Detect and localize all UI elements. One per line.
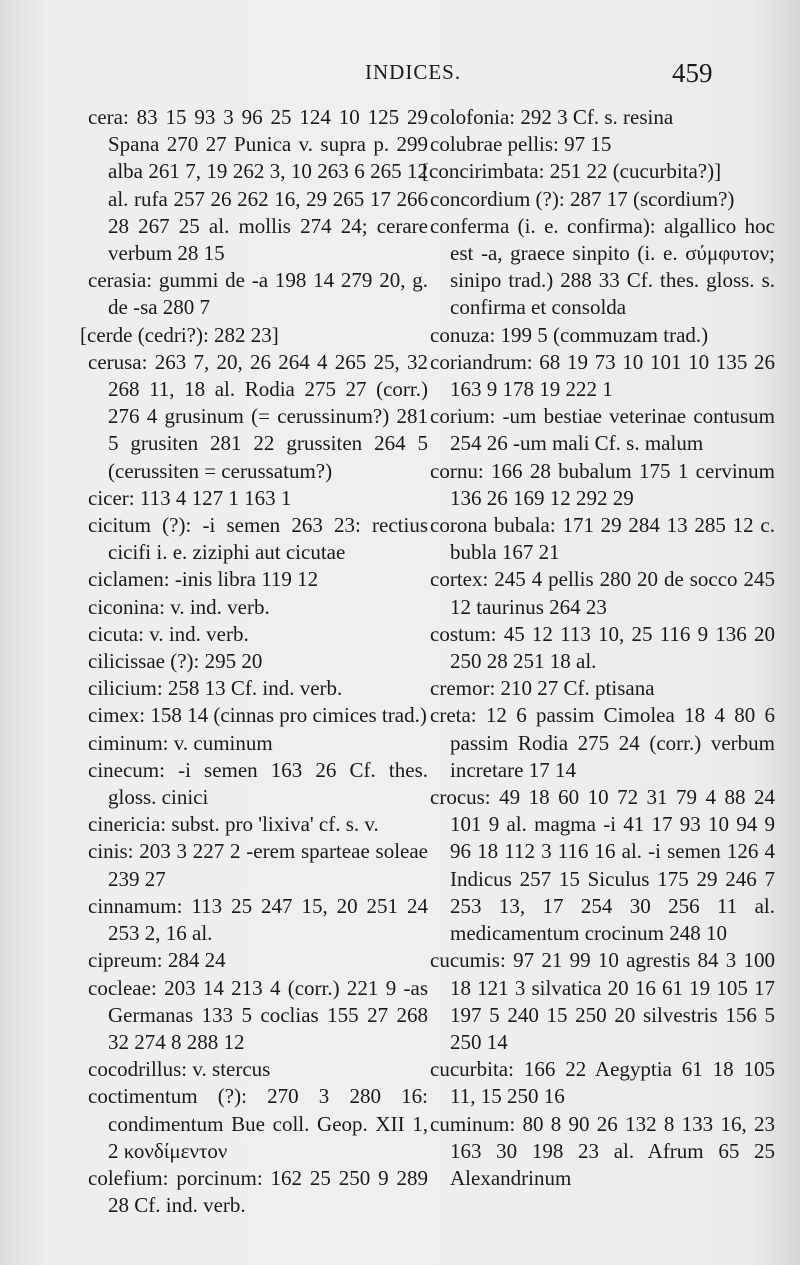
index-entry-cicuta: cicuta: v. ind. verb. bbox=[88, 621, 249, 646]
index-entry-cucumis: cucumis: 97 21 99 10 agrestis 84 3 100 18 121 3 silvatica 20 16 61 19 105 17 197 5 240 15 250 20 silvestris 156 5 250 14 bbox=[430, 948, 775, 1054]
right-column bbox=[422, 104, 775, 1192]
index-entry-colefium: colefium: porcinum: 162 25 250 9 289 28 Cf. ind. verb. bbox=[88, 1165, 428, 1218]
index-entry-conuza: conuza: 199 5 (commuzam trad.) bbox=[430, 322, 709, 347]
index-entry-colofonia: colofonia: 292 3 Cf. s. resina bbox=[430, 105, 674, 129]
index-entry-cinis: cinis: 203 3 227 2 -erem sparteae soleae 239 27 bbox=[88, 839, 428, 891]
index-entry-coctimentum: coctimentum (?): 270 3 280 16: condimentum Bue coll. Geop. XII 1, 2 κονδίμεντον bbox=[88, 1084, 428, 1163]
index-entry-cinericia: cinericia: subst. pro 'lixiva' cf. s. v. bbox=[88, 812, 379, 837]
index-entry-cilicissae: cilicissae (?): 295 20 bbox=[88, 649, 263, 674]
index-entry-concirimbata: [concirimbata: 251 22 (cucurbita?)] bbox=[422, 159, 722, 184]
index-entry-coriandrum: coriandrum: 68 19 73 10 101 10 135 26 163 9 178 19 222 1 bbox=[430, 349, 775, 402]
running-title: INDICES. bbox=[365, 60, 462, 84]
index-entry-concordium: concordium (?): 287 17 (scordium?) bbox=[430, 186, 735, 211]
index-entry-cortex: cortex: 245 4 pellis 280 20 de socco 245 12 taurinus 264 23 bbox=[430, 567, 775, 619]
index-entry-colubrae: colubrae pellis: 97 15 bbox=[430, 132, 612, 157]
index-entry-cimex: cimex: 158 14 (cinnas pro cimices trad.) bbox=[88, 703, 427, 728]
index-entry-cerasia: cerasia: gummi de -a 198 14 279 20, g. de -sa 280 7 bbox=[88, 268, 428, 320]
index-entry-cicer: cicer: 113 4 127 1 163 1 bbox=[88, 485, 292, 510]
left-column bbox=[80, 104, 428, 1219]
index-entry-cinecum: cinecum: -i semen 163 26 Cf. thes. gloss. cinici bbox=[88, 757, 428, 810]
running-head bbox=[0, 60, 800, 92]
index-entry-corium: corium: -um bestiae veterinae contusum 254 26 -um mali Cf. s. malum bbox=[430, 404, 775, 456]
index-entry-cerde: [cerde (cedri?): 282 23] bbox=[80, 322, 279, 347]
index-entry-conferma: conferma (i. e. confirma): algallico hoc est -a, graece sinpito (i. e. σύμφυτον; sinipo trad.) 288 33 Cf. thes. gloss. s. confirma et consolda bbox=[430, 213, 775, 320]
index-entry-cicitum: cicitum (?): -i semen 263 23: rectius cicifi i. e. ziziphi aut cicutae bbox=[88, 513, 428, 565]
index-entry-cera: cera: 83 15 93 3 96 25 124 10 125 29 Spana 270 27 Punica v. supra p. 299 alba 261 7, 19 262 3, 10 263 6 265 12 al. rufa 257 26 262 16, 29 265 17 266 28 267 25 al. mollis 274 24; cerare verbum 28 15 bbox=[88, 105, 428, 266]
index-entry-ciconina: ciconina: v. ind. verb. bbox=[88, 594, 270, 619]
index-entry-cremor: cremor: 210 27 Cf. ptisana bbox=[430, 676, 655, 701]
index-entry-ciminum: ciminum: v. cuminum bbox=[88, 730, 273, 755]
index-entry-corona: corona bubala: 171 29 284 13 285 12 c. bubla 167 21 bbox=[430, 513, 775, 565]
index-entry-cornu: cornu: 166 28 bubalum 175 1 cervinum 136 26 169 12 292 29 bbox=[430, 458, 775, 510]
index-entry-cuminum: cuminum: 80 8 90 26 132 8 133 16, 23 163 30 198 23 al. Afrum 65 25 Alexandrinum bbox=[430, 1111, 775, 1190]
index-entry-cocleae: cocleae: 203 14 213 4 (corr.) 221 9 -as Germanas 133 5 coclias 155 27 268 32 274 8 288 12 bbox=[88, 975, 428, 1054]
index-entry-cilicium: cilicium: 258 13 Cf. ind. verb. bbox=[88, 676, 343, 701]
index-entry-cucurbita: cucurbita: 166 22 Aegyptia 61 18 105 11, 15 250 16 bbox=[430, 1057, 775, 1109]
index-entry-cocodrillus: cocodrillus: v. stercus bbox=[88, 1057, 271, 1082]
index-entry-ciclamen: ciclamen: -inis libra 119 12 bbox=[88, 567, 319, 592]
index-entry-creta: creta: 12 6 passim Cimolea 18 4 80 6 passim Rodia 275 24 (corr.) verbum incretare 17 14 bbox=[430, 703, 775, 782]
page-number: 459 bbox=[672, 58, 713, 88]
index-entry-cerusa: cerusa: 263 7, 20, 26 264 4 265 25, 32 268 11, 18 al. Rodia 275 27 (corr.) 276 4 grusinum (= cerussinum?) 281 5 grusiten 281 22 grussiten 264 5 (cerussiten = cerussatum?) bbox=[88, 349, 428, 483]
index-entry-costum: costum: 45 12 113 10, 25 116 9 136 20 250 28 251 18 al. bbox=[430, 621, 775, 674]
index-entry-cipreum: cipreum: 284 24 bbox=[88, 948, 226, 973]
index-entry-cinnamum: cinnamum: 113 25 247 15, 20 251 24 253 2, 16 al. bbox=[88, 893, 428, 946]
index-entry-crocus: crocus: 49 18 60 10 72 31 79 4 88 24 101 9 al. magma -i 41 17 93 10 94 9 96 18 112 3 116 16 al. -i semen 126 4 Indicus 257 15 Siculus 175 29 246 7 253 13, 17 254 30 256 11 al. medicamentum crocinum 248 10 bbox=[430, 785, 775, 946]
